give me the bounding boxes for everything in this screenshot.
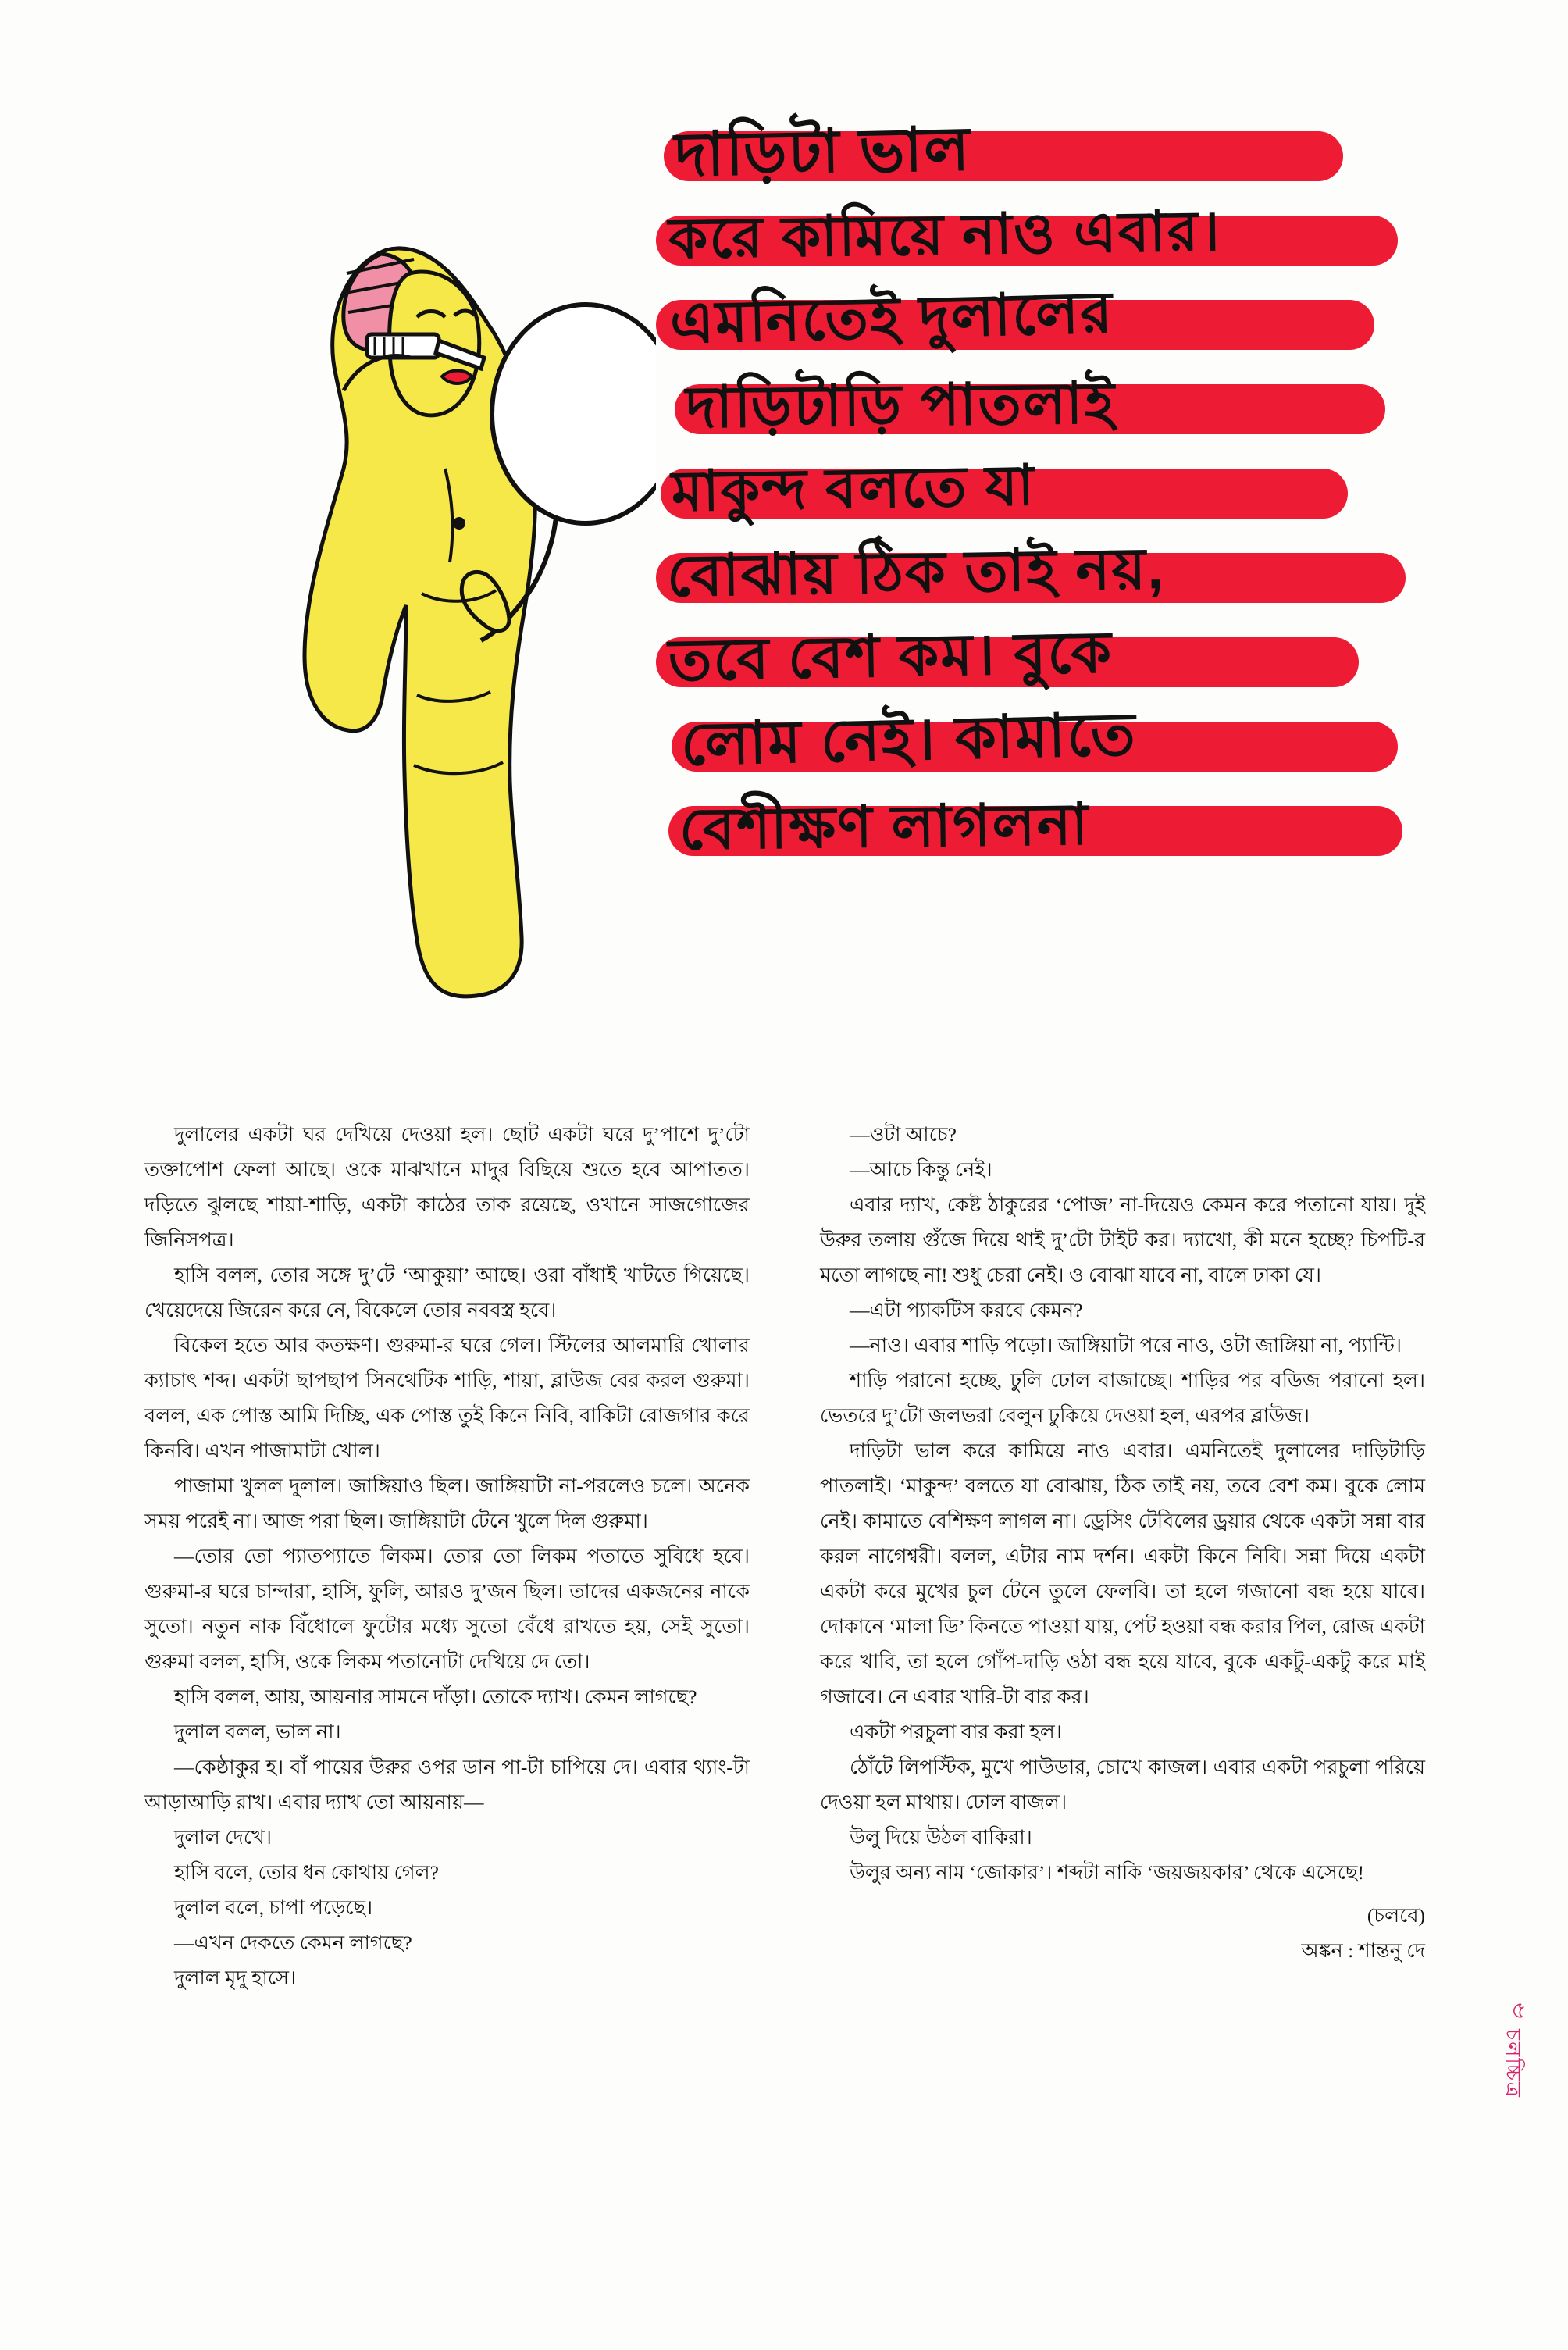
headline-block <box>656 114 1452 1039</box>
paragraph: পাজামা খুলল দুলাল। জাঙ্গিয়াও ছিল। জাঙ্গিয়াটা না-পরলেও চলে। অনেক সময় পরেই না। আজ পরা ছিল। জাঙ্গিয়াটা টেনে খুলে দিল গুরুমা। <box>144 1475 750 1532</box>
paragraph: হাসি বলে, তোর ধন কোথায় গেল? <box>174 1861 439 1884</box>
paragraph: —কেষ্ঠাকুর হ। বাঁ পায়ের উরুর ওপর ডান পা-টা চাপিয়ে দে। এবার থ্যাং-টা আড়াআড়ি রাখ। এবার দ্যাখ তো আয়নায়— <box>144 1756 750 1813</box>
paragraph: এবার দ্যাখ, কেষ্ট ঠাকুরের ‘পোজ’ না-দিয়েও কেমন করে পতানো যায়। দুই উরুর তলায় গুঁজে দিয়ে থাই দু’টো টাইট কর। দ্যাখো, কী মনে হচ্ছে? চিপটি-র মতো লাগছে না! শুধু চেরা নেই। ও বোঝা যাবে না, বালে ঢাকা যে। <box>820 1193 1425 1286</box>
paragraph: —তোর তো প্যাতপ্যাতে লিকম। তোর তো লিকম পতাতে সুবিধে হবে। গুরুমা-র ঘরে চান্দারা, হাসি, ফুলি, আরও দু’জন ছিল। তাদের একজনের নাকে সুতো। নতুন নাক বিঁধোলে ফুটোর মধ্যে সুতো বেঁধে রাখতে হয়, সেই সুতো। গুরুমা বলল, হাসি, ওকে লিকম পতানোটা দেখিয়ে দে তো। <box>144 1545 750 1673</box>
headline-text-1: দাড়িটা ভাল <box>674 114 972 189</box>
page-number: ৫ <box>1511 1998 1527 2024</box>
headline-line-8 <box>656 701 1452 783</box>
continuation-note: (চলবে) <box>1367 1904 1425 1927</box>
section-label: চলচ্চিত্র <box>1502 2029 1524 2099</box>
headline-line-6 <box>656 535 1452 614</box>
paragraph: —ওটা আচে? <box>850 1123 957 1146</box>
paragraph: ঠোঁটে লিপস্টিক, মুখে পাউডার, চোখে কাজল। এবার একটা পরচুলা পরিয়ে দেওয়া হল মাথায়। ঢোল বাজল। <box>820 1756 1425 1813</box>
paragraph: হাসি বলল, আয়, আয়নার সামনে দাঁড়া। তোকে দ্যাখ। কেমন লাগছে? <box>174 1685 697 1708</box>
paragraph: দাড়িটা ভাল করে কামিয়ে নাও এবার। এমনিতেই দুলালের দাড়িটাড়ি পাতলাই। ‘মাকুন্দ’ বলতে যা বোঝায়, ঠিক তাই নয়, তবে বেশ কম। বুকে লোম নেই। কামাতে বেশিক্ষণ লাগল না। ড্রেসিং টেবিলের ড্রয়ার থেকে একটা সন্না বার করল নাগেশ্বরী। বলল, এটার নাম দর্শন। একটা কিনে নিবি। সন্না দিয়ে একটা একটা করে মুখের চুল টেনে তুলে ফেলবি। তা হলে গজানো বন্ধ হয়ে যাবে। দোকানে ‘মালা ডি’ কিনতে পাওয়া যায়, পেট হওয়া বন্ধ করার পিল, রোজ একটা করে খাবি, তা হলে গোঁপ-দাড়ি ওঠা বন্ধ হয়ে যাবে, বুকে একটু-একটু করে মাই গজাবে। নে এবার খারি-টা বার কর। <box>820 1439 1425 1708</box>
paragraph: —আচে কিন্তু নেই। <box>850 1158 992 1181</box>
headline-line-9 <box>656 792 1452 867</box>
headline-text-3: এমনিতেই দুলালের <box>668 280 1114 355</box>
headline-line-1 <box>656 114 1452 192</box>
paragraph: উলুর অন্য নাম ‘জোকার’। শব্দটা নাকি ‘জয়জয়কার’ থেকে এসেছে! <box>850 1861 1364 1884</box>
headline-text-7: তবে বেশ কম। বুকে <box>668 619 1114 693</box>
headline-text-6: বোঝায় ঠিক তাই নয়, <box>666 535 1166 608</box>
headline-text-8: লোম নেই। কামাতে <box>680 701 1138 778</box>
page-sidemark <box>1501 1999 1537 2099</box>
paragraph: দুলাল বলল, ভাল না। <box>174 1721 341 1743</box>
paragraph: শাড়ি পরানো হচ্ছে, ঢুলি ঢোল বাজাচ্ছে। শাড়ির পর বডিজ পরানো হল। ভেতরে দু’টো জলভরা বেলুন ঢুকিয়ে দেওয়া হল, এরপর ব্লাউজ। <box>820 1369 1425 1427</box>
text-column-right <box>820 1117 1425 2202</box>
headline-text-5: মাকুন্দ বলতে যা <box>671 454 1036 523</box>
headline-text-9: বেশীক্ষণ লাগলনা <box>679 791 1090 861</box>
headline-text-2: করে কামিয়ে নাও এবার। <box>668 200 1222 270</box>
headline-line-3 <box>656 280 1452 361</box>
shaving-figure-illustration <box>250 156 656 1078</box>
illustrator-credit: অঙ্কন : শান্তনু দে <box>1301 1939 1425 1962</box>
paragraph: উলু দিয়ে উঠল বাকিরা। <box>850 1826 1032 1849</box>
paragraph: দুলাল বলে, চাপা পড়েছে। <box>174 1896 373 1919</box>
headline-line-5 <box>656 455 1452 530</box>
article-body <box>144 1117 1425 2202</box>
text-column-left <box>144 1117 750 2202</box>
paragraph: দুলালের একটা ঘর দেখিয়ে দেওয়া হল। ছোট একটা ঘরে দু’পাশে দু’টো তক্তাপোশ ফেলা আছে। ওকে মাঝখানে মাদুর বিছিয়ে শুতে হবে আপাতত। দড়িতে ঝুলছে শায়া-শাড়ি, একটা কাঠের তাক রয়েছে, ওখানে সাজগোজের জিনিসপত্র। <box>144 1123 750 1251</box>
paragraph: —এটা প্যাকটিস করবে কেমন? <box>850 1299 1083 1321</box>
paragraph: একটা পরচুলা বার করা হল। <box>850 1721 1062 1743</box>
headline-line-4 <box>656 370 1452 445</box>
paragraph: দুলাল মৃদু হাসে। <box>174 1967 297 1989</box>
headline-line-7 <box>656 619 1452 698</box>
paragraph: —এখন দেকতে কেমন লাগছে? <box>174 1931 412 1954</box>
paragraph: —নাও। এবার শাড়ি পড়ো। জাঙ্গিয়াটা পরে নাও, ওটা জাঙ্গিয়া না, প্যান্টি। <box>850 1334 1402 1357</box>
paragraph: বিকেল হতে আর কতক্ষণ। গুরুমা-র ঘরে গেল। স্টিলের আলমারি খোলার ক্যাচ‌াৎ শব্দ। একটা ছাপছাপ সিনথেটিক শাড়ি, শায়া, ব্লাউজ বের করল গুরুমা। বলল, এক পোস্ত আমি দিচ্ছি, এক পোস্ত তুই কিনে নিবি, বাকিটা রোজগার করে কিনবি। এখন পাজামাটা খোল। <box>144 1334 750 1462</box>
headline-line-2 <box>656 201 1452 276</box>
hero-section <box>141 114 1452 1093</box>
paragraph: দুলাল দেখে। <box>174 1826 273 1849</box>
paragraph: হাসি বলল, তোর সঙ্গে দু’টে ‘আকুয়া’ আছে। ওরা বাঁধাই খাটতে গিয়েছে। খেয়েদেয়ে জিরেন করে নে, বিকেলে তোর নববস্ত্র হবে। <box>144 1264 750 1321</box>
headline-text-4: দাড়িটাড়ি পাতলাই <box>685 370 1117 440</box>
